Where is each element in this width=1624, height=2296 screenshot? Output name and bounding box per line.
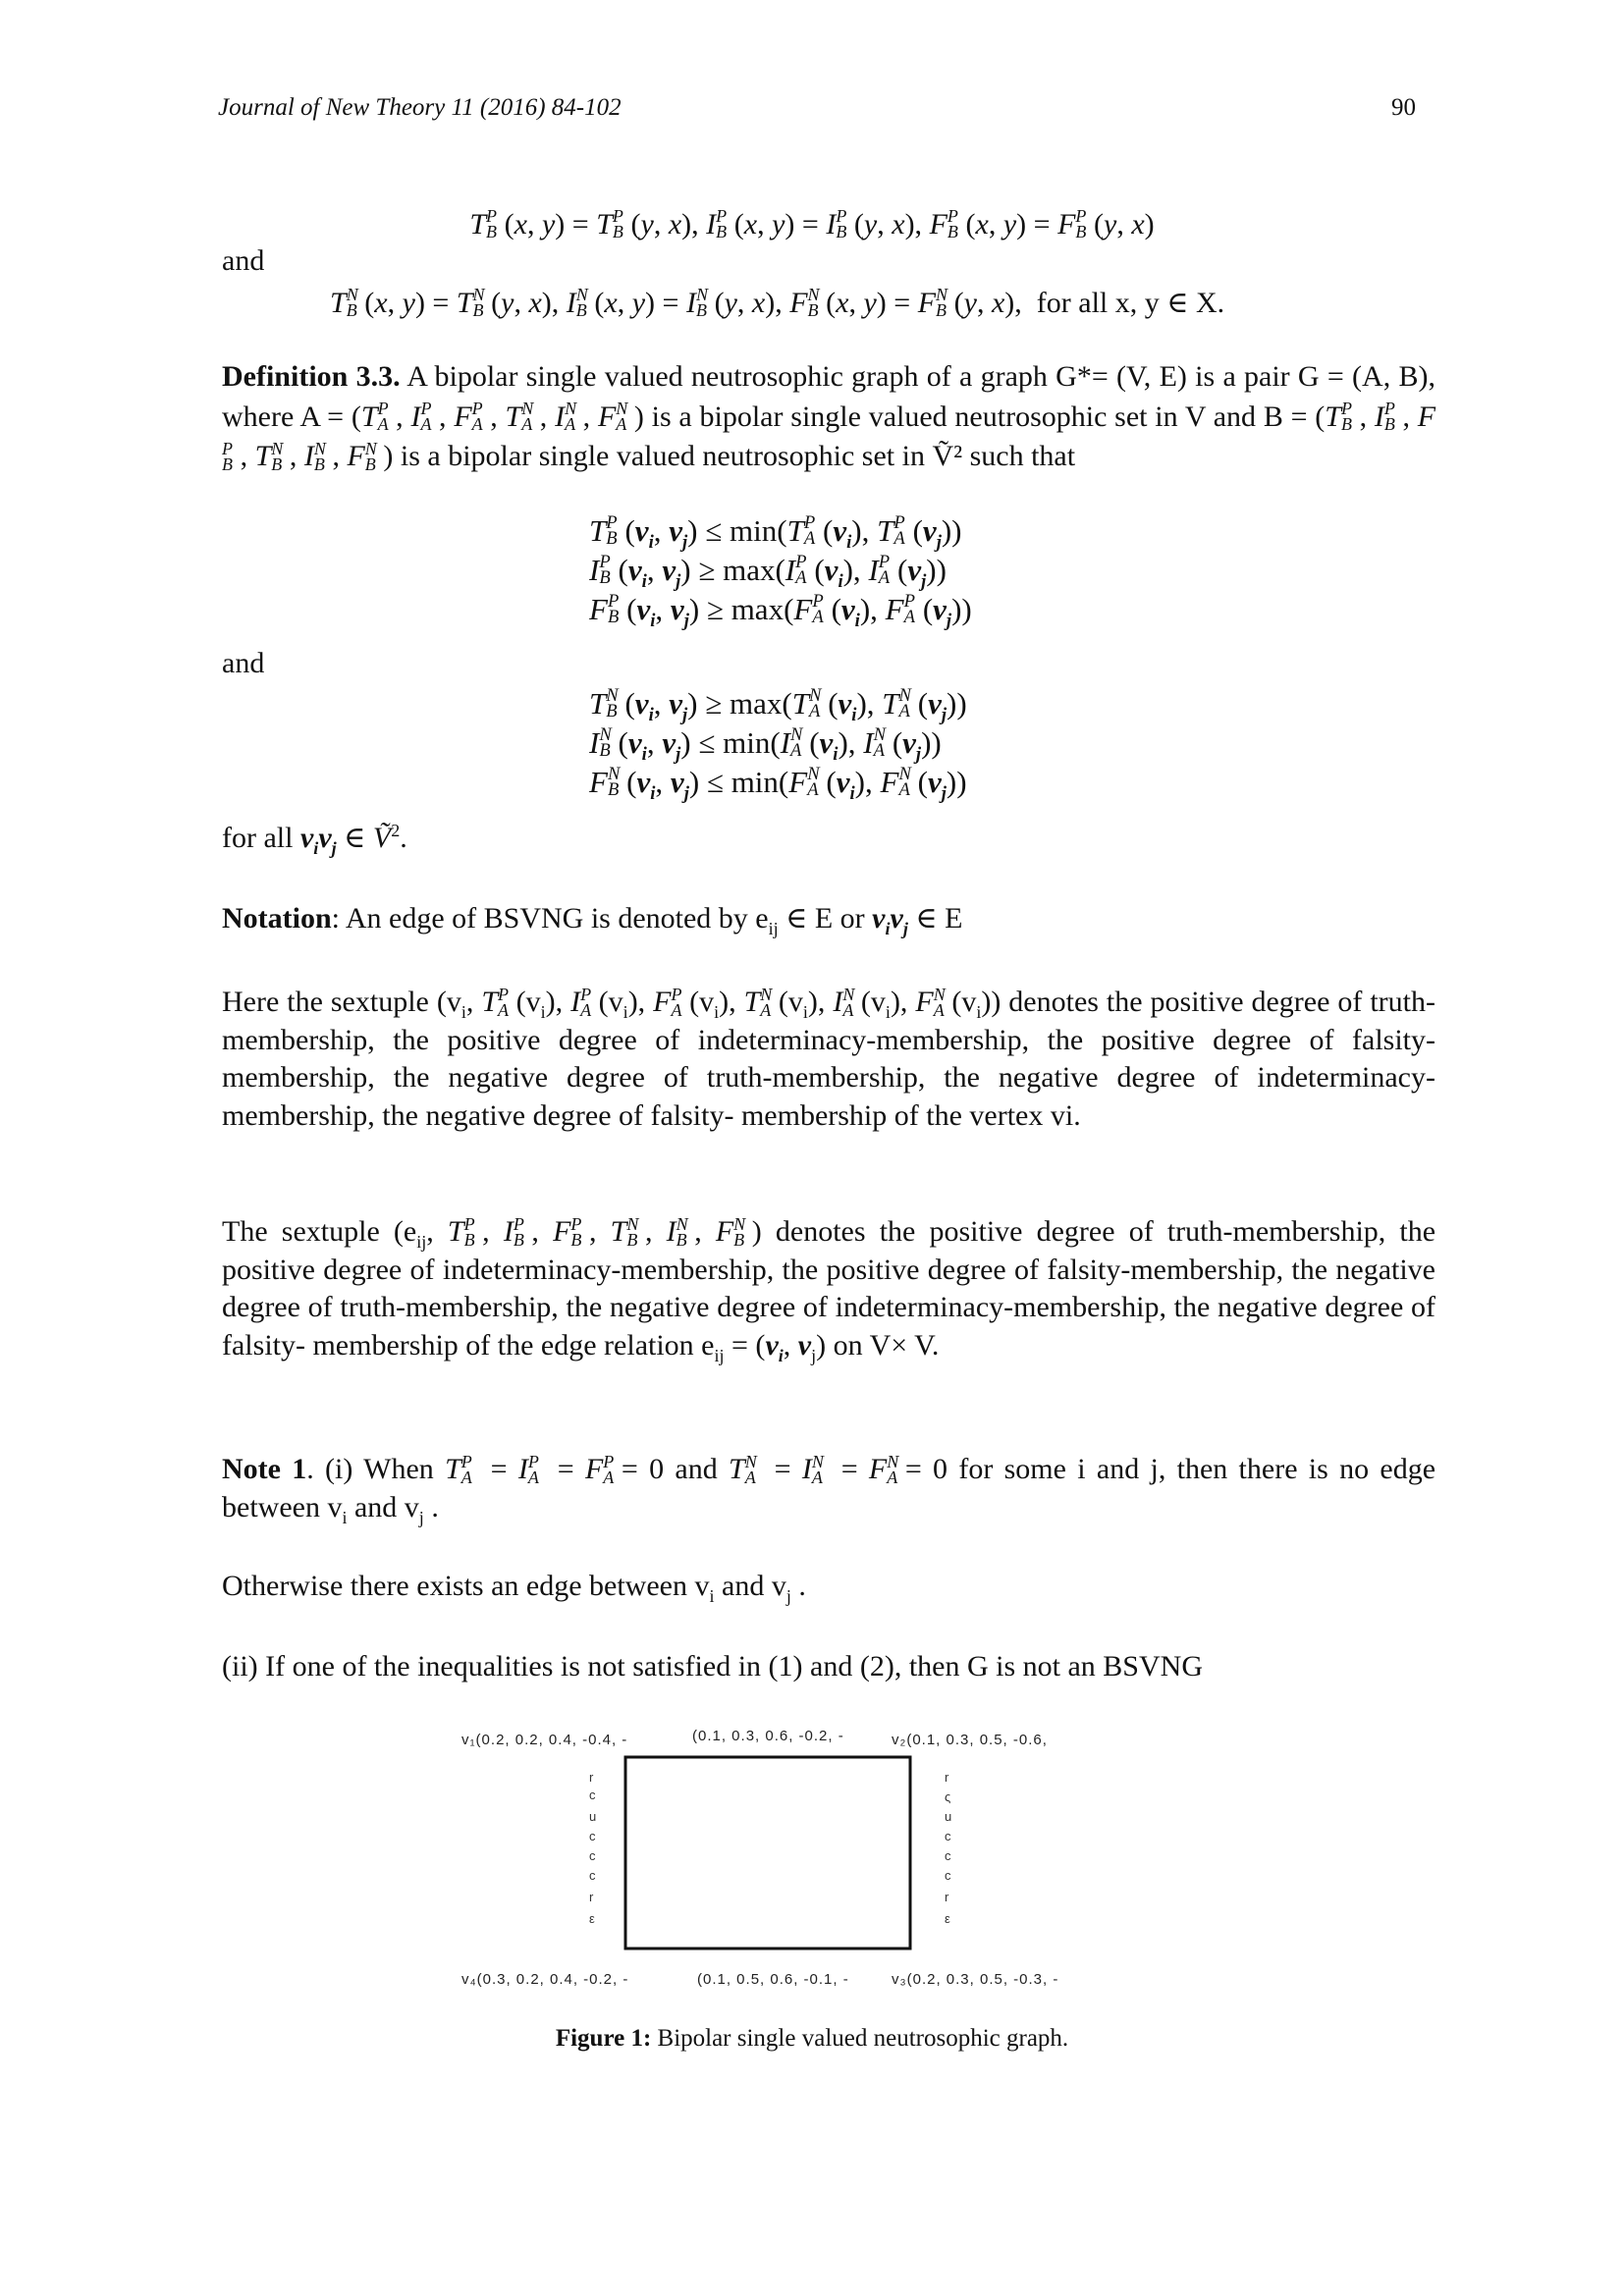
svg-text:r: r — [945, 1890, 949, 1904]
vertex-sextuple-paragraph: Here the sextuple ($v_i$, T P A $(v_i)$, I P A $(v_i)$, F P A $(v_i)$, T N A $(v_i)$, I N A $(v_i)$, F N A $(v_i)$) denotes the positive degree of truth-membership, the positive degree of indeterminacy-membership, the positive degree of falsity-membership, the negative degree of truth-membership, the negative degree of indeterminacy-membership, the negative degree of falsity- membership of the vertex vi. — [222, 984, 1435, 1132]
otherwise-line: Otherwise there exists an edge between $v_i$ and $v_j$ . — [222, 1570, 806, 1606]
vertex-label-v1: v₁(0.2, 0.2, 0.4, -0.4, - — [461, 1732, 628, 1748]
page-number: 90 — [1391, 94, 1416, 121]
svg-text:c: c — [945, 1829, 951, 1843]
svg-text:r: r — [945, 1770, 949, 1785]
figure-caption: Figure 1: Bipolar single valued neutrosophic graph. — [555, 2025, 1069, 2052]
definition-title: Definition 3.3. — [222, 360, 401, 393]
svg-text:c: c — [589, 1848, 596, 1863]
journal-header: Journal of New Theory 11 (2016) 84-102 — [218, 94, 622, 121]
equation-positive-symmetry: T P B (x, y) = T P B (y, x), I P B (x, y) = I P B (y, x), F P B (x, y) = F P B (y, x) — [469, 205, 1155, 241]
svg-text:c: c — [589, 1868, 596, 1883]
edge-label-right — [945, 1770, 951, 1926]
for-all-vivj: for all $v_iv_j$ ∈ Ṽ$^2$. — [222, 821, 407, 858]
svg-text:ε: ε — [945, 1911, 950, 1926]
svg-text:r: r — [589, 1770, 594, 1785]
and-label-2: and — [222, 647, 265, 679]
notation-line: Notation: An edge of BSVNG is denoted by $e_{ij}$ ∈ E or $v_iv_j$ ∈ E — [222, 902, 963, 938]
vertex-label-v4: v₄(0.3, 0.2, 0.4, -0.2, - — [461, 1971, 629, 1988]
edge-label-top: (0.1, 0.3, 0.6, -0.2, - — [692, 1728, 844, 1744]
svg-text:u: u — [589, 1809, 597, 1824]
svg-text:c: c — [945, 1848, 951, 1863]
positive-inequalities: T P B ($v_i$, $v_j) \le \min(T$ P A $(v_i)$, T P A $(v_j)$) I P B ($v_i$, $v_j) \ge \max(I$ P A $(v_i)$, I P A $(v_j)$) F P B ($v_i$, $v_j) \ge \max(F$ P A $(v_i)$, F P A $(v_j)$) — [589, 511, 972, 632]
svg-text:c: c — [589, 1829, 596, 1843]
svg-text:c: c — [945, 1868, 951, 1883]
svg-text:r: r — [589, 1890, 594, 1904]
svg-text:c: c — [589, 1788, 596, 1802]
graph-edges-rectangle — [625, 1757, 910, 1949]
definition-paragraph: Definition 3.3. A bipolar single valued neutrosophic graph of a graph G*= (V, E) is a pair G = (A, B), where A = (T P A , I P A , F P A , T N A , I N A , F N A ) is a bipolar single valued neutrosophic set in V and B = (T P B , I P B , F P B , T N B , I N B , F N B ) is a bipolar single valued neutrosophic set in Ṽ² such that — [222, 360, 1436, 474]
and-label: and — [222, 244, 265, 277]
equation-negative-symmetry: T N B (x, y) = T N B (y, x), I N B (x, y) = I N B (y, x), F N B (x, y) = F N B (y, x), for all x, y ∈ X. — [330, 284, 1225, 320]
negative-inequalities: T N B ($v_i$, $v_j) \ge \max(T$ N A $(v_i)$, T N A $(v_j)$) I N B ($v_i$, $v_j) \le \min(I$ N A $(v_i)$, I N A $(v_j)$) F N B ($v_i$, $v_j) \le \min(F$ N A $(v_i)$, F N A $(v_j)$) — [589, 684, 967, 805]
edge-label-bottom: (0.1, 0.5, 0.6, -0.1, - — [697, 1971, 849, 1988]
note-paragraph: Note 1. (i) When T P A = I P A = F P A = 0 and T N A = I N A = F N A = 0 for some i and j, then there is no edge between $v_i$ and $v_j$ . — [222, 1451, 1436, 1527]
edge-sextuple-paragraph: The sextuple ($e_{ij}$, T P B , I P B , F P B , T N B , I N B , F N B ) denotes the positive degree of truth-membership, the positive degree of indeterminacy-membership, the positive degree of falsity-membership, the negative degree of truth-membership, the negative degree of indeterminacy-membership, the negative degree of falsity- membership of the edge relation $e_{ij} = (v_i$, $v_j$) on V× V. — [222, 1213, 1436, 1365]
edge-label-left — [589, 1770, 596, 1926]
bsvng-figure — [432, 1723, 1119, 2007]
svg-text:u: u — [945, 1809, 952, 1824]
note-part-ii: (ii) If one of the inequalities is not satisfied in (1) and (2), then G is not an BSVNG — [222, 1650, 1203, 1682]
for-all-xy: for all x, y ∈ X. — [1036, 287, 1225, 319]
svg-text:ς: ς — [945, 1789, 951, 1804]
vertex-label-v2: v₂(0.1, 0.3, 0.5, -0.6, — [892, 1732, 1048, 1748]
svg-text:ε: ε — [589, 1911, 595, 1926]
vertex-label-v3: v₃(0.2, 0.3, 0.5, -0.3, - — [892, 1971, 1059, 1988]
